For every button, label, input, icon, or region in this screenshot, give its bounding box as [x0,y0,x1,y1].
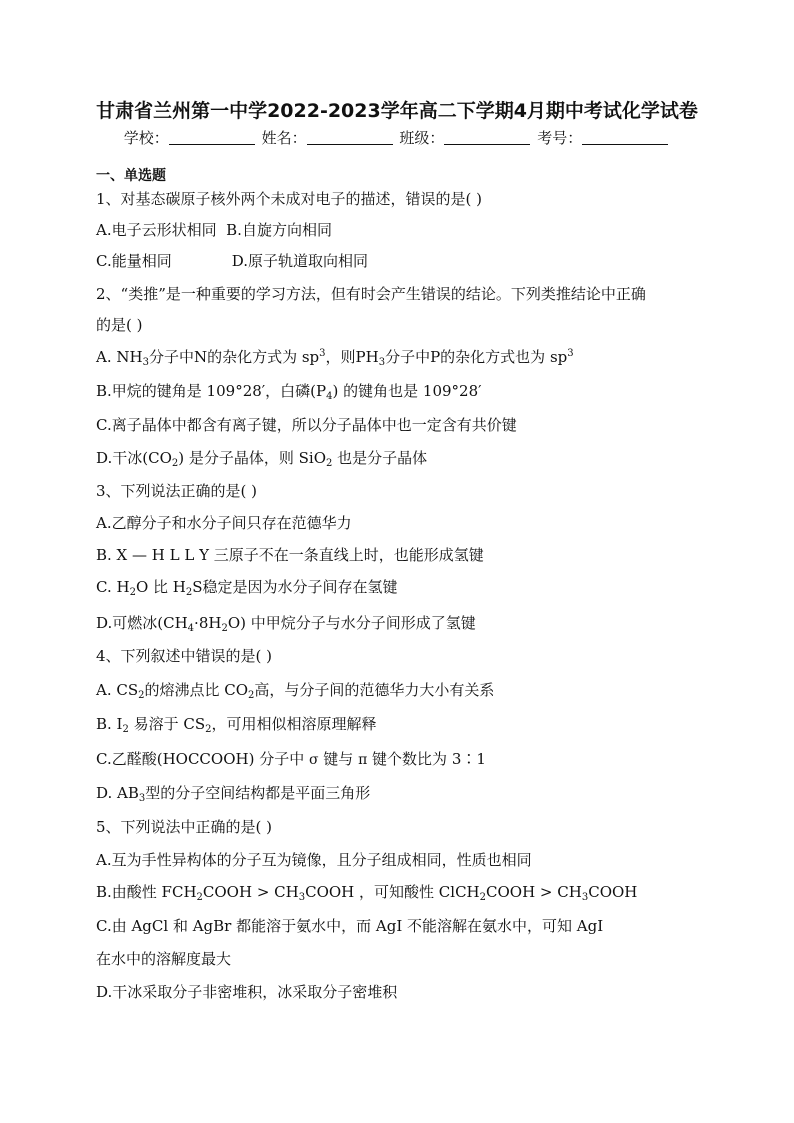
q5b-sub-3: 2 [479,892,487,903]
q5-option-a: A.互为手性异构体的分子互为镜像，且分子组成相同，性质也相同 [96,851,532,869]
q1-option-d: D.原子轨道取向相同 [231,252,368,270]
class-label: 班级： [399,129,445,147]
q2a-text-2: 分子中N的杂化方式为 sp [148,348,320,366]
q5b-sub-4: 3 [581,892,589,903]
q2-option-c: C.离子晶体中都含有离子键，所以分子晶体中也一定含有共价键 [96,416,517,434]
q4d-text-1: D. AB [96,784,139,802]
q4-option-c [96,749,486,770]
q2a-sup-1: 3 [319,348,326,359]
q4a-sub-1: 2 [138,690,145,701]
q5b-text-5: COOH [588,883,638,901]
q5b-text-2: COOH > CH [202,883,299,901]
q4b-sub-2: 2 [205,724,212,735]
q1-option-c: C.能量相同 [96,252,172,270]
q1-options-ab [96,220,332,240]
q3d-sub-2: 2 [221,623,228,634]
q4-option-b [96,714,377,734]
q3d-sub-1: 4 [187,623,195,634]
q3-option-d [96,613,476,633]
q2a-text-1: A. NH [96,348,143,366]
q1-stem: 1、对基态碳原子核外两个未成对电子的描述，错误的是( ) [96,190,483,208]
q4b-text-1: B. I [96,715,123,733]
name-label: 姓名： [261,129,307,147]
q2a-text-4: 分子中P的杂化方式也为 sp [385,348,568,366]
q3d-text-3: O) 中甲烷分子与水分子间形成了氢键 [227,614,476,632]
q4-option-a [96,680,494,700]
q4c-text-1: C.乙醛酸(HOCCOOH) 分子中 [96,750,309,768]
q1-option-a: A.电子云形状相同 [96,221,217,239]
q3c-text-2: O 比 H [135,578,186,596]
q4c-text-2: 键与 [318,750,359,768]
q4-option-d [96,783,370,803]
pi-symbol: π [358,752,368,768]
q5b-text-1: B.由酸性 FCH [96,883,197,901]
q2-stem-line1: 2、“类推”是一种重要的学习方法，但有时会产生错误的结论。下列类推结论中正确 [96,285,646,303]
q5-option-d: D.干冰采取分子非密堆积，冰采取分子密堆积 [96,983,398,1001]
q2a-sub-1: 3 [142,357,149,368]
q2d-text-1: D.干冰(CO [96,449,172,467]
q4d-sub-1: 3 [138,793,146,804]
q1-option-b: B.自旋方向相同 [226,221,332,239]
name-blank[interactable] [307,130,393,145]
q4a-text-1: A. CS [96,681,139,699]
q3d-text-2: ·8H [194,614,222,632]
q4a-text-3: 高，与分子间的范德华力大小有关系 [254,681,495,699]
section-heading: 一、单选题 [96,168,166,184]
q2-option-d [96,448,427,468]
q2d-sub-2: 2 [326,458,333,469]
q2-option-b [96,381,482,401]
q2b-sub-1: 4 [326,391,333,402]
q3d-text-1: D.可燃冰(CH [96,614,188,632]
q3c-sub-2: 2 [185,587,193,598]
exam-number-label: 考号： [537,129,583,147]
q2a-sub-2: 3 [378,357,386,368]
q4a-sub-2: 2 [248,690,255,701]
q5-option-c-line1: C.由 AgCl 和 AgBr 都能溶于氨水中，而 AgI 不能溶解在氨水中，可知 AgI [96,917,604,935]
sigma-symbol: σ [308,752,319,768]
q4a-text-2: 的熔沸点比 CO [144,681,249,699]
q5b-sub-1: 2 [196,892,203,903]
q3-stem: 3、下列说法正确的是( ) [96,482,258,500]
q2d-sub-1: 2 [171,458,179,469]
q3-option-b: B. X — H L L Y 三原子不在一条直线上时，也能形成氢键 [96,546,484,564]
q3c-sub-1: 2 [129,587,136,598]
q4b-sub-1: 2 [122,724,129,735]
q5-option-c-line2: 在水中的溶解度最大 [96,950,232,968]
q5-stem: 5、下列说法中正确的是( ) [96,818,273,836]
q1-options-cd [96,251,368,271]
q2d-text-3: 也是分子晶体 [332,449,428,467]
q4b-text-3: ，可用相似相溶原理解释 [211,715,377,733]
q3c-text-1: C. H [96,578,130,596]
exam-number-blank[interactable] [582,130,668,145]
q4d-text-2: 型的分子空间结构都是平面三角形 [145,784,371,802]
q4b-text-2: 易溶于 CS [128,715,206,733]
q3-option-a: A.乙醇分子和水分子间只存在范德华力 [96,514,352,532]
q4c-text-3: 键个数比为 3∶1 [367,750,486,768]
q5b-text-4: COOH > CH [486,883,582,901]
q4-stem: 4、下列叙述中错误的是( ) [96,647,273,665]
q5-option-b [96,882,637,902]
school-blank[interactable] [169,130,255,145]
q2d-text-2: ) 是分子晶体，则 SiO [178,449,327,467]
q2b-text-2: ) 的键角也是 109°28′ [332,382,482,400]
q2-stem-line2: 的是( ) [96,316,143,334]
q3c-text-3: S稳定是因为水分子间存在氢键 [192,578,398,596]
q2-option-a [96,347,574,367]
student-info-row [0,127,794,148]
q2b-text-1: B.甲烷的键角是 109°28′，白磷(P [96,382,327,400]
school-label: 学校： [123,129,169,147]
class-blank[interactable] [444,130,530,145]
exam-title: 甘肃省兰州第一中学2022-2023学年高二下学期4月期中考试化学试卷 [96,100,698,122]
q2a-sup-2: 3 [567,348,574,359]
q3-option-c [96,577,398,597]
q2a-text-3: ，则PH [325,348,379,366]
q5b-sub-2: 3 [298,892,306,903]
q5b-text-3: COOH ，可知酸性 ClCH [305,883,480,901]
